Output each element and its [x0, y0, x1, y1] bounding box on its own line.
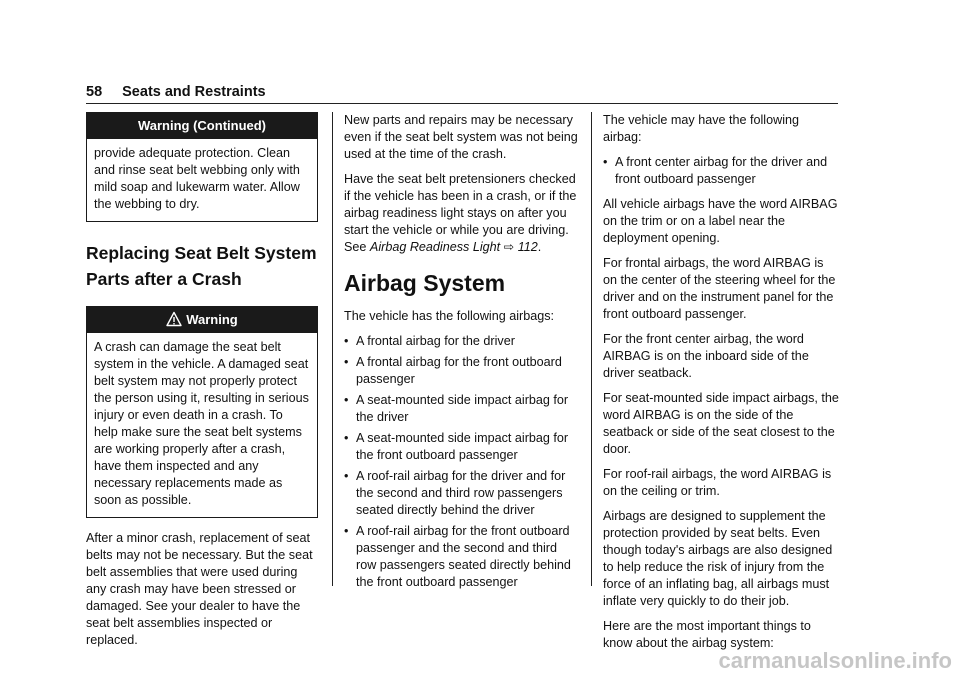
column-divider-1	[332, 112, 333, 586]
warning-title: Warning	[186, 312, 238, 327]
paragraph: For seat-mounted side impact airbags, the word AIRBAG is on the side of the seatback or side of the seat closest to the door.	[603, 391, 839, 456]
column-1	[86, 112, 318, 657]
paragraph: Airbags are designed to supplement the protection provided by seat belts. Even though today's airbags are also designed to help reduce the risk of injury from the force of an inflating bag, all airbags must inflate very quickly to do their job.	[603, 509, 833, 608]
cross-reference-page[interactable]: 112	[517, 240, 538, 254]
paragraph-pretensioners: Have the seat belt pretensioners checked if the vehicle has been in a crash, or if the airbag readiness light stays on after you start the vehicle or while you are driving. See Airbag Readiness Light ⇨ 112.	[344, 172, 577, 254]
paragraph: For frontal airbags, the word AIRBAG is on the center of the steering wheel for the driver and on the instrument panel for the front outboard passenger.	[603, 256, 836, 321]
warning-continued-body: provide adequate protection. Clean and rinse seat belt webbing only with mild soap and lukewarm water. Allow the webbing to dry.	[94, 146, 300, 211]
warning-box	[86, 306, 318, 518]
section-title: Seats and Restraints	[122, 84, 266, 100]
list-item: • A front center airbag for the driver and front outboard passenger	[603, 154, 839, 188]
airbag-intro: The vehicle has the following airbags:	[344, 309, 555, 323]
warning-continued-box	[86, 112, 318, 222]
list-item: • A roof-rail airbag for the front outboard passenger and the second and third row passengers seated directly behind the front outboard passenger	[344, 523, 580, 591]
header-rule	[86, 103, 838, 104]
section-heading-seat-belt: Replacing Seat Belt System Parts after a Crash	[86, 243, 317, 289]
section-heading-airbag: Airbag System	[344, 270, 506, 296]
warning-continued-title: Warning (Continued)	[87, 113, 317, 139]
page-header	[86, 84, 266, 100]
airbag-list	[344, 333, 580, 591]
list-item: • A frontal airbag for the driver	[344, 333, 580, 350]
list-item: • A frontal airbag for the front outboard passenger	[344, 354, 580, 388]
paragraph-new-parts: New parts and repairs may be necessary even if the seat belt system was not being used at the time of the crash.	[344, 113, 578, 161]
optional-airbag-intro: The vehicle may have the following airbag:	[603, 113, 800, 144]
column-3	[603, 112, 839, 660]
page-ref-arrow-icon: ⇨	[503, 240, 515, 254]
list-item: • A roof-rail airbag for the driver and for the second and third row passengers seated directly behind the driver	[344, 468, 580, 519]
optional-airbag-list	[603, 154, 839, 188]
watermark: carmanualsonline.info	[718, 648, 952, 673]
paragraph: Here are the most important things to know about the airbag system:	[603, 619, 811, 650]
paragraph: All vehicle airbags have the word AIRBAG on the trim or on a label near the deployment opening.	[603, 197, 838, 245]
column-divider-2	[591, 112, 592, 586]
list-item: • A seat-mounted side impact airbag for the front outboard passenger	[344, 430, 580, 464]
page-number: 58	[86, 84, 103, 100]
cross-reference-link[interactable]: Airbag Readiness Light	[369, 240, 501, 254]
seat-belt-paragraph: After a minor crash, replacement of seat belts may not be necessary. But the seat belt assemblies that were used during any crash may have been stressed or damaged. See your dealer to have the seat belt assemblies inspected or replaced.	[86, 531, 313, 647]
warning-icon	[166, 310, 182, 326]
warning-body: A crash can damage the seat belt system in the vehicle. A damaged seat belt system may not properly protect the person using it, resulting in serious injury or even death in a crash. To help make sure the seat belt systems are working properly after a crash, have them inspected and any necessary replacements made as soon as possible.	[94, 340, 309, 507]
paragraph: For roof-rail airbags, the word AIRBAG is on the ceiling or trim.	[603, 467, 832, 498]
paragraph: For the front center airbag, the word AIRBAG is on the inboard side of the driver seatback.	[603, 332, 809, 380]
column-2	[344, 112, 580, 599]
warning-header	[87, 307, 317, 333]
list-item: • A seat-mounted side impact airbag for the driver	[344, 392, 580, 426]
